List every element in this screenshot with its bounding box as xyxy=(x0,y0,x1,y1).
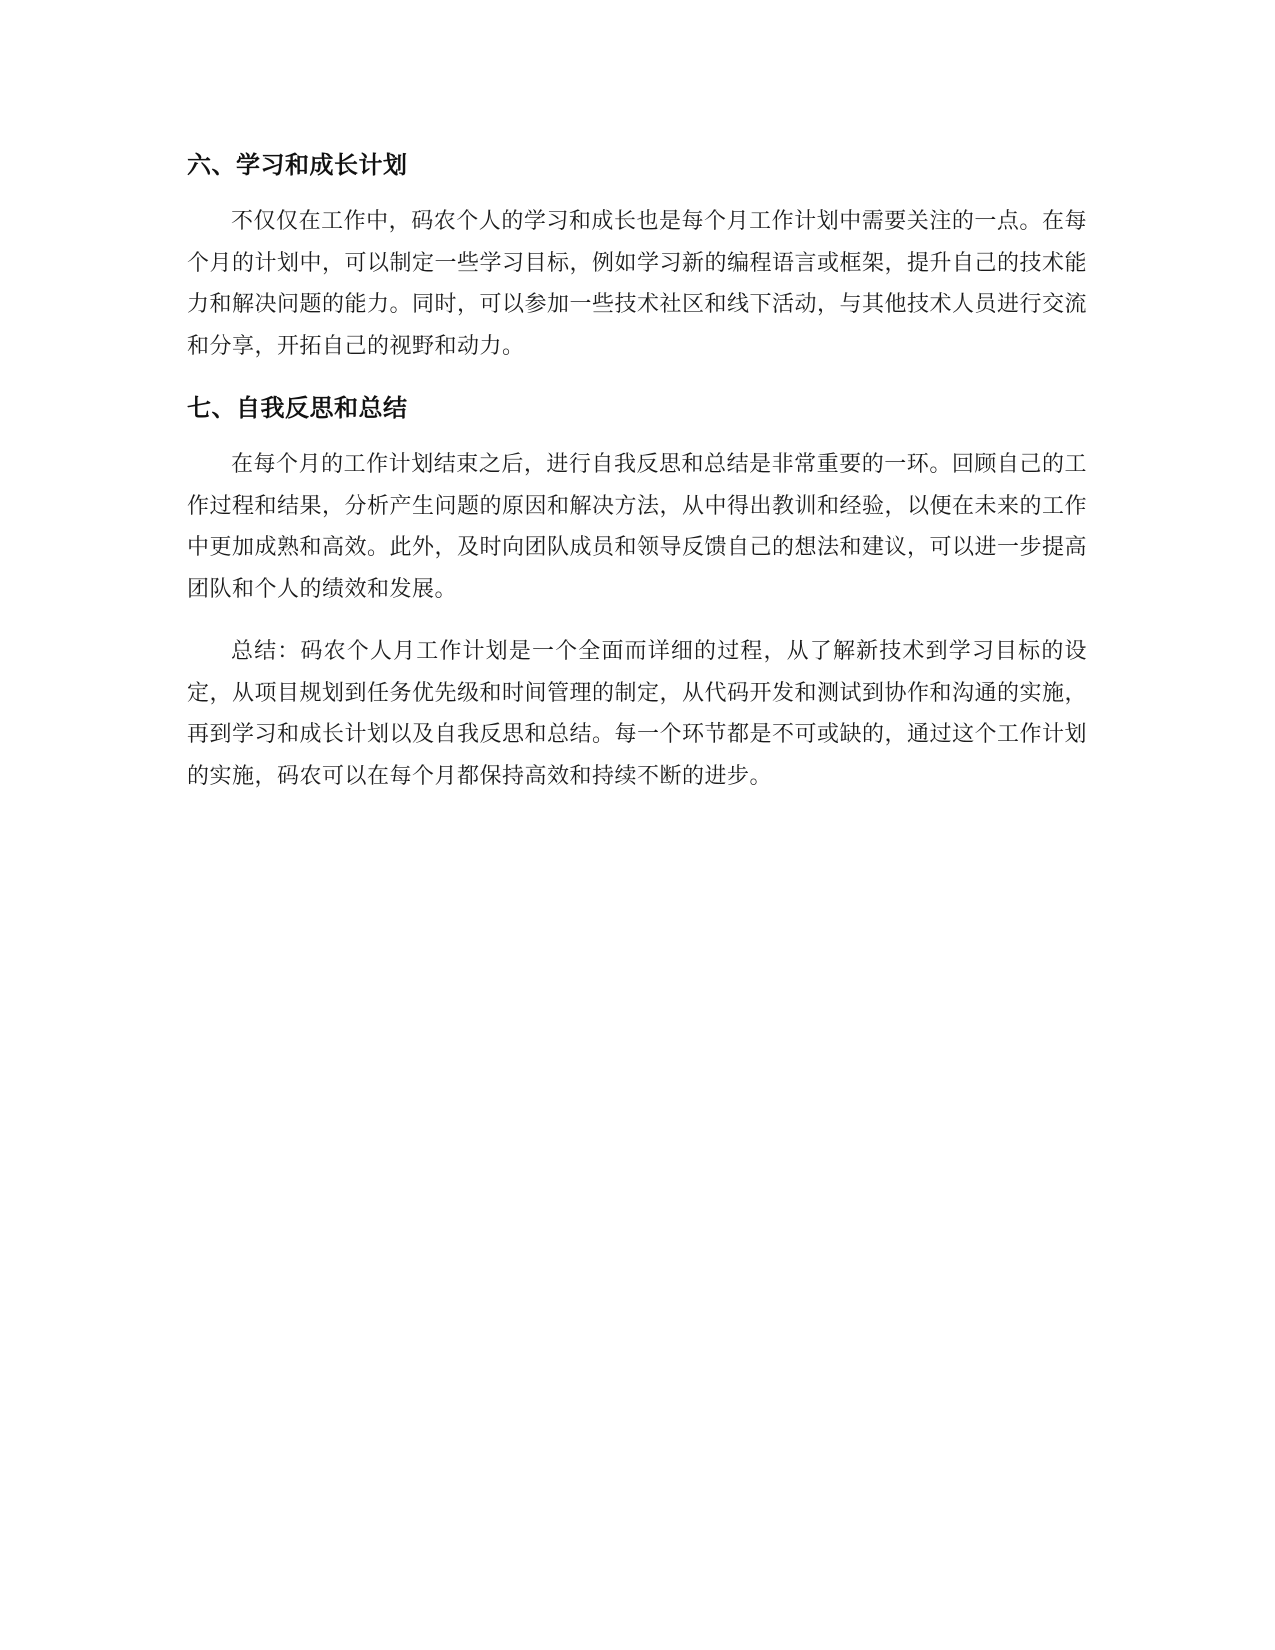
section-heading-learning-growth: 六、学习和成长计划 xyxy=(187,151,408,179)
document-body xyxy=(187,148,1087,797)
section-heading-self-reflection: 七、自我反思和总结 xyxy=(187,394,408,422)
section-paragraph-self-reflection: 在每个月的工作计划结束之后，进行自我反思和总结是非常重要的一环。回顾自己的工作过程和结果，分析产生问题的原因和解决方法，从中得出教训和经验，以便在未来的工作中更加成熟和高效。此外，及时向团队成员和领导反馈自己的想法和建议，可以进一步提高团队和个人的绩效和发展。 xyxy=(187,452,1088,602)
summary-paragraph: 总结：码农个人月工作计划是一个全面而详细的过程，从了解新技术到学习目标的设定，从项目规划到任务优先级和时间管理的制定，从代码开发和测试到协作和沟通的实施，再到学习和成长计划以及自我反思和总结。每一个环节都是不可或缺的，通过这个工作计划的实施，码农可以在每个月都保持高效和持续不断的进步。 xyxy=(187,639,1088,789)
section-paragraph-learning-growth: 不仅仅在工作中，码农个人的学习和成长也是每个月工作计划中需要关注的一点。在每个月的计划中，可以制定一些学习目标，例如学习新的编程语言或框架，提升自己的技术能力和解决问题的能力。同时，可以参加一些技术社区和线下活动，与其他技术人员进行交流和分享，开拓自己的视野和动力。 xyxy=(187,209,1088,359)
